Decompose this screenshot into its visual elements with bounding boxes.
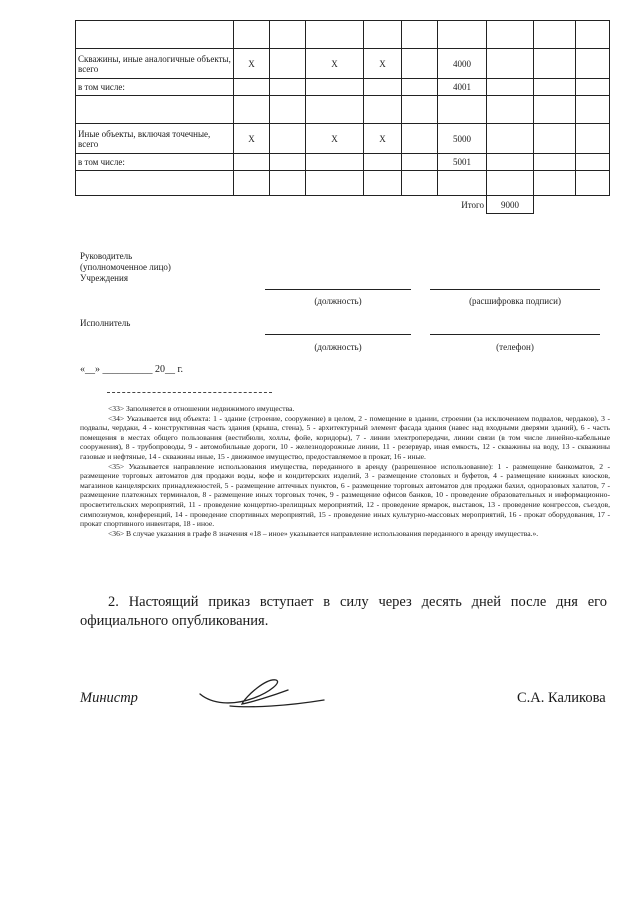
footnotes: [80, 404, 610, 538]
table-cell: [534, 21, 576, 49]
table-cell: [438, 96, 487, 124]
table-cell: [270, 96, 306, 124]
phone-caption: (телефон): [496, 342, 534, 352]
signature-line: [430, 289, 600, 290]
table-cell: [76, 171, 234, 196]
table-cell: [270, 196, 306, 214]
table-cell: [234, 154, 270, 171]
table-cell: 5001: [438, 154, 487, 171]
table-cell: [306, 196, 364, 214]
table-cell: [364, 96, 402, 124]
table-cell: 4001: [438, 79, 487, 96]
head-label: [80, 251, 171, 284]
table-cell: 4000: [438, 49, 487, 79]
table-cell: [576, 196, 610, 214]
table-row: [76, 196, 610, 214]
footnote-35: <35> Указывается направление использования имущества, переданного в аренду (разрешенное использование): 1 - размещение банкоматов, 2 - размещение торговых автоматов для продажи воды, кофе и кондитерских изделий, 3 - размещение столовых и буфетов, 4 - размещение книжных киосков, магазинов канцелярских принадлежностей, 5 - размещение аптечных пунктов, 6 - размещение торговых автоматов для продажи бахил, одноразовых халатов, 7 - размещение платежных терминалов, 8 - размещение иных торговых точек, 9 - размещение офисов банков, 10 - проведение образовательных и информационно-просветительских мероприятий, 11 - проведение концертно-зрелищных мероприятий, 12 - проведение ярмарок, выставок, 13 - проведение конгрессов, съездов, симпозиумов, конференций, 14 - проведение спортивных мероприятий, 15 - проведение иных культурно-массовых мероприятий, 16 - прокат оборудования, 17 - прокат спортивного инвентаря, 18 - иное.: [80, 461, 610, 529]
table-cell: [576, 154, 610, 171]
signature-caption: (расшифровка подписи): [469, 296, 561, 306]
executor-label: Исполнитель: [80, 318, 131, 328]
table-cell: [487, 124, 534, 154]
table-cell: [487, 154, 534, 171]
minister-name: С.А. Каликова: [517, 690, 606, 706]
minister-label: Министр: [80, 690, 138, 706]
table-cell: [364, 21, 402, 49]
table-row: [76, 79, 610, 96]
table-cell: [576, 49, 610, 79]
table-cell: [234, 196, 270, 214]
footnote-34: <34> Указывается вид объекта: 1 - здание (строение, сооружение) в целом, 2 - помещение в здании, строении (за исключением подвалов, чердаков), 3 - подвалы, чердаки, 4 - конструктивная часть здания (крыша, стена), 5 - архитектурный элемент фасада здания (навес над входными дверями зданий), 6 - часть помещения в местах общего пользования (вестибюли, холлы, фойе, коридоры), 7 - линии электропередачи, линии связи (в том числе линейно-кабельные сооружения), 8 - трубопроводы, 9 - автомобильные дороги, 10 - железнодорожные линии, 11 - резервуар, иная емкость, 12 - скважины на воду, 13 - скважины газовые и нефтяные, 14 - скважины иные, 15 - движимое имущество, предоставляемое в прокат, 16 - иные.: [80, 413, 610, 461]
head-line-2: (уполномоченное лицо): [80, 262, 171, 272]
table-cell: [402, 154, 438, 171]
table-cell: [487, 21, 534, 49]
table-cell: [270, 49, 306, 79]
table-cell: X: [364, 49, 402, 79]
table-cell: [487, 96, 534, 124]
head-line-1: Руководитель: [80, 251, 133, 261]
table-cell: [487, 79, 534, 96]
table-cell: [534, 124, 576, 154]
footnote-36: <36> В случае указания в графе 8 значения «18 – иное» указывается направление использования переданного в аренду имущества.».: [108, 528, 539, 538]
table-row: [76, 49, 610, 79]
table-row: [76, 154, 610, 171]
table-cell: [306, 96, 364, 124]
table-cell: в том числе:: [76, 154, 234, 171]
table-cell: [402, 49, 438, 79]
table-cell: [438, 171, 487, 196]
date-line: «__» __________ 20__ г.: [80, 364, 183, 375]
table-cell: Иные объекты, включая точечные, всего: [76, 124, 234, 154]
table-cell: [402, 96, 438, 124]
table-cell: [576, 21, 610, 49]
table-cell: [576, 96, 610, 124]
table-cell: [402, 124, 438, 154]
table-row: [76, 124, 610, 154]
table-cell: [534, 171, 576, 196]
table-cell: [234, 96, 270, 124]
table-cell: [534, 96, 576, 124]
table-cell: [306, 154, 364, 171]
table-row: [76, 96, 610, 124]
property-table: [75, 20, 610, 214]
table-cell: [270, 154, 306, 171]
table-cell: [306, 171, 364, 196]
head-line-3: Учреждения: [80, 273, 128, 283]
table-cell: [534, 49, 576, 79]
table-cell: [534, 154, 576, 171]
phone-line: [430, 334, 600, 335]
table-row: [76, 171, 610, 196]
table-cell: X: [306, 49, 364, 79]
table-cell: [364, 154, 402, 171]
table-cell: [576, 79, 610, 96]
table-cell: X: [364, 124, 402, 154]
table-cell: [364, 79, 402, 96]
table-cell: 9000: [487, 196, 534, 214]
table-cell: [234, 171, 270, 196]
table-cell: X: [234, 124, 270, 154]
table-cell: [76, 96, 234, 124]
table-cell: [270, 171, 306, 196]
table-cell: 5000: [438, 124, 487, 154]
table-cell: [576, 171, 610, 196]
executor-position-caption: (должность): [314, 342, 362, 352]
table-cell: Итого: [461, 199, 484, 210]
table-cell: [402, 196, 438, 214]
table-cell: [402, 21, 438, 49]
footnote-33: <33> Заполняется в отношении недвижимого имущества.: [108, 404, 295, 413]
table-cell: [364, 171, 402, 196]
table-cell: [487, 171, 534, 196]
table-cell: [270, 79, 306, 96]
main-paragraph: 2. Настоящий приказ вступает в силу через десять дней после дня его официального опубликования.: [80, 594, 607, 629]
executor-position-line: [265, 334, 411, 335]
table-cell: [487, 49, 534, 79]
footnote-separator: [107, 392, 272, 393]
table-cell: [76, 196, 234, 214]
table-cell: [438, 21, 487, 49]
position-caption: (должность): [314, 296, 362, 306]
table-cell: X: [306, 124, 364, 154]
table-cell: [270, 21, 306, 49]
table-cell: [402, 171, 438, 196]
table-cell: [402, 79, 438, 96]
table-cell: [76, 21, 234, 49]
table-row: [76, 21, 610, 49]
table-cell: [306, 79, 364, 96]
table-cell: в том числе:: [76, 79, 234, 96]
table-cell: [234, 21, 270, 49]
handwritten-signature: [192, 676, 332, 716]
position-line: [265, 289, 411, 290]
table-cell: Скважины, иные аналогичные объекты, всего: [76, 49, 234, 79]
table-cell: [534, 79, 576, 96]
table-cell: [234, 79, 270, 96]
table-cell: X: [234, 49, 270, 79]
table-cell: [306, 21, 364, 49]
table-cell: [534, 196, 576, 214]
table-cell: [364, 196, 402, 214]
table-cell: [270, 124, 306, 154]
table-cell: [576, 124, 610, 154]
